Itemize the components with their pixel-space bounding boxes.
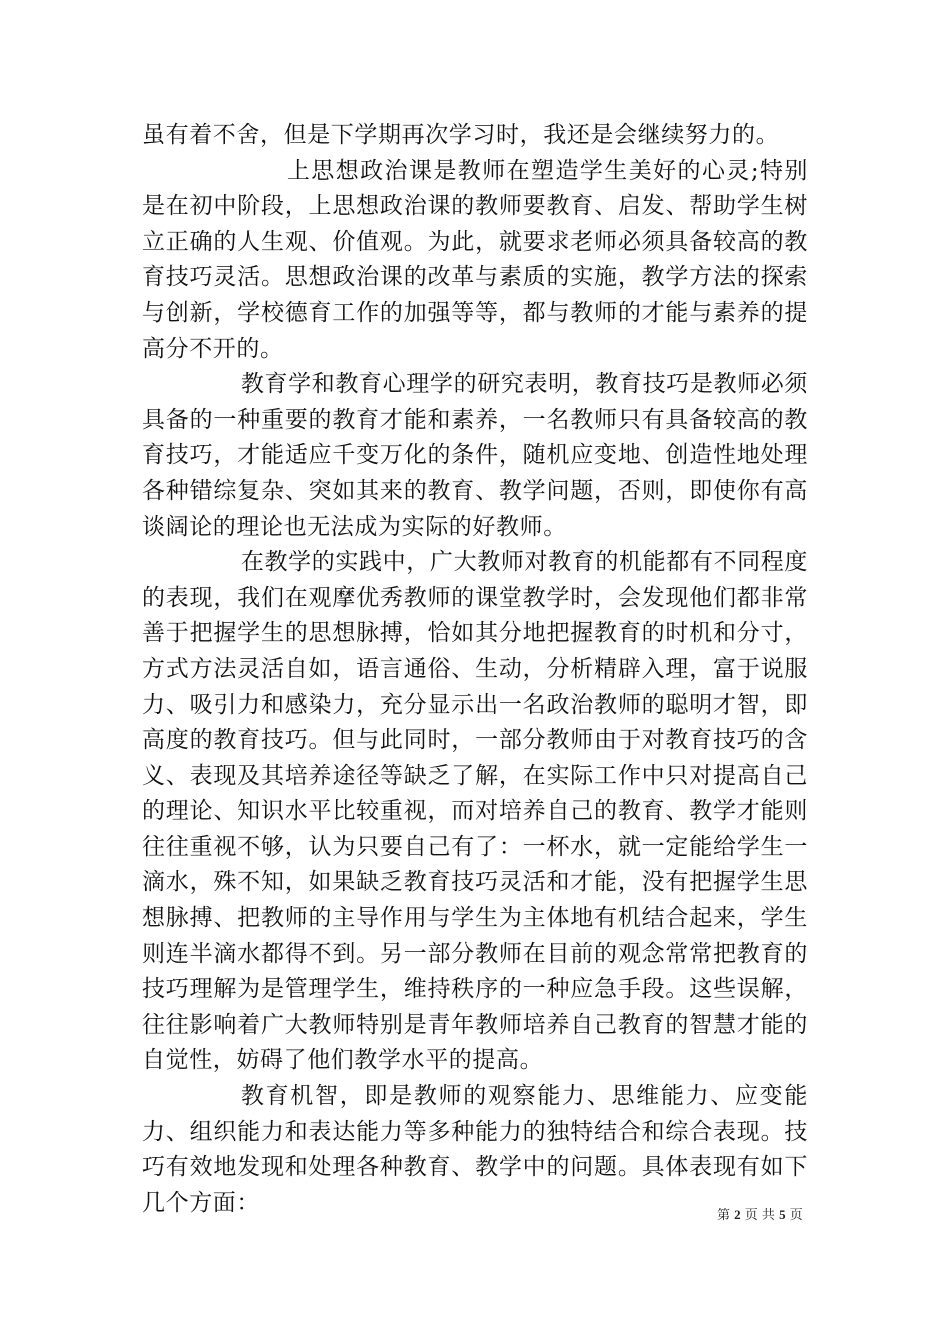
footer-current-page: 2 [734, 1207, 741, 1222]
footer-total-pages: 5 [779, 1207, 786, 1222]
footer-middle: 页 共 [744, 1208, 775, 1223]
footer-suffix: 页 [789, 1208, 803, 1223]
footer-prefix: 第 [717, 1208, 731, 1223]
paragraph-3: 教育学和教育心理学的研究表明，教育技巧是教师必须具备的一种重要的教育才能和素养，一名教师只有具备较高的教育技巧，才能适应千变万化的条件，随机应变地、创造性地处理各种错综复杂、突如其来的教育、教学问题，否则，即使你有高谈阔论的理论也无法成为实际的好教师。 [142, 371, 808, 540]
paragraph-5: 教育机智，即是教师的观察能力、思维能力、应变能力、组织能力和表达能力等多种能力的独特结合和综合表现。技巧有效地发现和处理各种教育、教学中的问题。具体表现有如下几个方面： [142, 1083, 808, 1216]
paragraph-4: 在教学的实践中，广大教师对教育的机能都有不同程度的表现，我们在观摩优秀教师的课堂教学时，会发现他们都非常善于把握学生的思想脉搏，恰如其分地把握教育的时机和分寸，方式方法灵活自如，语言通俗、生动，分析精辟入理，富于说服力、吸引力和感染力，充分显示出一名政治教师的聪明才智，即高度的教育技巧。但与此同时，一部分教师由于对教育技巧的含义、表现及其培养途径等缺乏了解，在实际工作中只对提高自己的理论、知识水平比较重视，而对培养自己的教育、教学才能则往往重视不够，认为只要自己有了：一杯水，就一定能给学生一滴水，殊不知，如果缺乏教育技巧灵活和才能，没有把握学生思想脉搏、把教师的主导作用与学生为主体地有机结合起来，学生则连半滴水都得不到。另一部分教师在目前的观念常常把教育的技巧理解为是管理学生，维持秩序的一种应急手段。这些误解，往往影响着广大教师特别是青年教师培养自己教育的智慧才能的自觉性，妨碍了他们教学水平的提高。 [142, 549, 808, 1074]
document-body [142, 118, 808, 1221]
paragraph-2: 上思想政治课是教师在塑造学生美好的心灵;特别是在初中阶段，上思想政治课的教师要教育、启发、帮助学生树立正确的人生观、价值观。为此，就要求老师必须具备较高的教育技巧灵活。思想政治课的改革与素质的实施，教学方法的探索与创新，学校德育工作的加强等等，都与教师的才能与素养的提高分不开的。 [142, 157, 808, 362]
page-number [717, 1204, 803, 1223]
paragraph-1: 虽有着不舍，但是下学期再次学习时，我还是会继续努力的。 [142, 122, 780, 148]
